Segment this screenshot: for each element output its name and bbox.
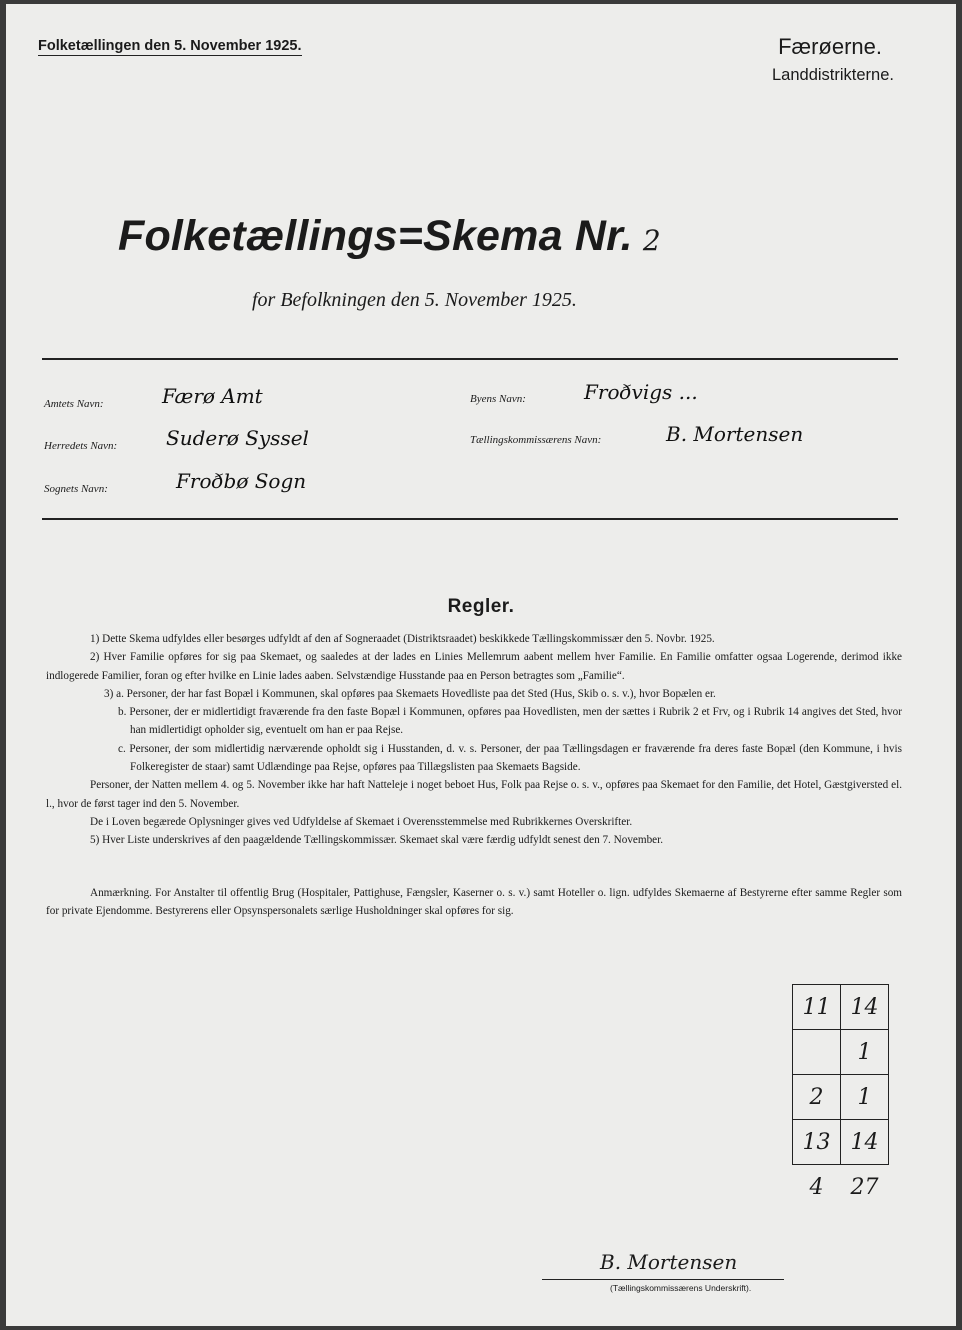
tally-cell: 27 [850, 1174, 879, 1200]
sogn-value: Froðbø Sogn [176, 469, 307, 493]
rule-3b: b. Personer, der er midlertidigt fraværende fra den faste Bopæl i Kommunen, opføres paa Hovedlisten, men der sættes i Rubrik 2 et Frv, og i Rubrik 14 angives det Sted, hvor han midlertidigt opholder sig, eventuelt om han er paa Rejse. [118, 706, 902, 737]
rule-1: 1) Dette Skema udfyldes eller besørges udfyldt af den af Sogneraadet (Distriktsraadet) beskikkede Tællingskommissær den 5. Novbr. 1925. [90, 633, 715, 645]
tally-row [793, 985, 889, 1030]
herred-label: Herredets Navn: [44, 440, 118, 452]
rule-4: De i Loven begærede Oplysninger gives ved Udfyldelse af Skemaet i Overensstemmelse med Rubrikkernes Overskrifter. [90, 815, 633, 828]
tally-cell [793, 1030, 841, 1075]
census-form-page [6, 4, 956, 1326]
amt-label: Amtets Navn: [44, 398, 104, 410]
commissioner-signature: B. Mortensen [600, 1250, 738, 1274]
rule-2: 2) Hver Familie opføres for sig paa Skemaet, og saaledes at der lades en Linies Mellemrum aabent mellem hver Familie. En Familie omfatter ogsaa Logerende, derimod ikke indlogerede Familier, foran og efter hvilke en Linie lades aaben. Selvstændige Husstande paa en Person betragtes som „Familie“. [46, 651, 902, 682]
tally-cell: 14 [841, 985, 889, 1030]
form-number: 2 [642, 224, 661, 257]
region-subtitle: Landdistrikterne. [772, 66, 894, 84]
tally-cell: 1 [841, 1030, 889, 1075]
kommissaer-label: Tællingskommissærens Navn: [470, 434, 602, 446]
tally-cell: 2 [793, 1075, 841, 1120]
rule-3a: 3) a. Personer, der har fast Bopæl i Kommunen, skal opføres paa Skemaets Hovedliste paa det Sted (Hus, Skib o. s. v.), hvor Bopælen er. [104, 687, 716, 700]
form-subtitle: for Befolkningen den 5. November 1925. [252, 289, 577, 311]
tally-total-row [793, 1165, 889, 1210]
top-divider [42, 358, 898, 360]
rule-3d: Personer, der Natten mellem 4. og 5. November ikke har haft Natteleje i noget beboet Hus, Folk paa Rejse o. s. v., opføres paa Skemaet for den Familie, det Hotel, Gæstgiversted el. l., hvor de først tager ind den 5. November. [46, 779, 902, 810]
form-title [118, 212, 661, 261]
tally-table [792, 984, 889, 1209]
tally-row [793, 1075, 889, 1120]
tally-row [793, 1120, 889, 1165]
tally-cell: 11 [793, 985, 841, 1030]
kommissaer-value: B. Mortensen [666, 422, 804, 446]
sogn-label: Sognets Navn: [44, 483, 108, 495]
signature-line [542, 1279, 784, 1280]
rule-3c: c. Personer, der som midlertidig nærværende opholdt sig i Husstanden, d. v. s. Personer, der paa Tællingsdagen er fraværende fra deres faste Bopæl (den Kommune, i hvis Folkeregister de staar) samt Udlændinge paa Rejse, opføres paa Tillægslisten paa Skemaets Bagside. [118, 742, 902, 774]
bottom-divider [42, 518, 898, 520]
tally-cell: 1 [841, 1075, 889, 1120]
amt-value: Færø Amt [162, 384, 263, 408]
region-title: Færøerne. [778, 34, 882, 59]
by-label: Byens Navn: [470, 393, 526, 405]
tally-cell: 4 [809, 1174, 824, 1200]
herred-value: Suderø Syssel [166, 426, 309, 450]
by-value: Froðvigs ... [584, 380, 698, 404]
signature-caption: (Tællingskommissærens Underskrift). [610, 1283, 752, 1293]
tally-cell: 14 [841, 1120, 889, 1165]
form-title-text: Folketællings=Skema Nr. [118, 212, 633, 260]
annotation-note: Anmærkning. For Anstalter til offentlig Brug (Hospitaler, Pattighuse, Fængsler, Kaserner o. s. v.) samt Hoteller o. lign. udfyldes Skemaerne af Bestyrerne efter samme Regler som for private Ejendomme. Bestyrerens eller Opsynspersonalets særlige Husholdninger skal opføres for sig. [46, 887, 902, 917]
rules-body [46, 630, 902, 850]
tally-cell: 13 [793, 1120, 841, 1165]
rule-5: 5) Hver Liste underskrives af den paagældende Tællingskommissær. Skemaet skal være færdig udfyldt senest den 7. November. [90, 834, 664, 847]
tally-row [793, 1030, 889, 1075]
census-date-header: Folketællingen den 5. November 1925. [38, 38, 302, 54]
rules-heading: Regler. [447, 596, 515, 617]
